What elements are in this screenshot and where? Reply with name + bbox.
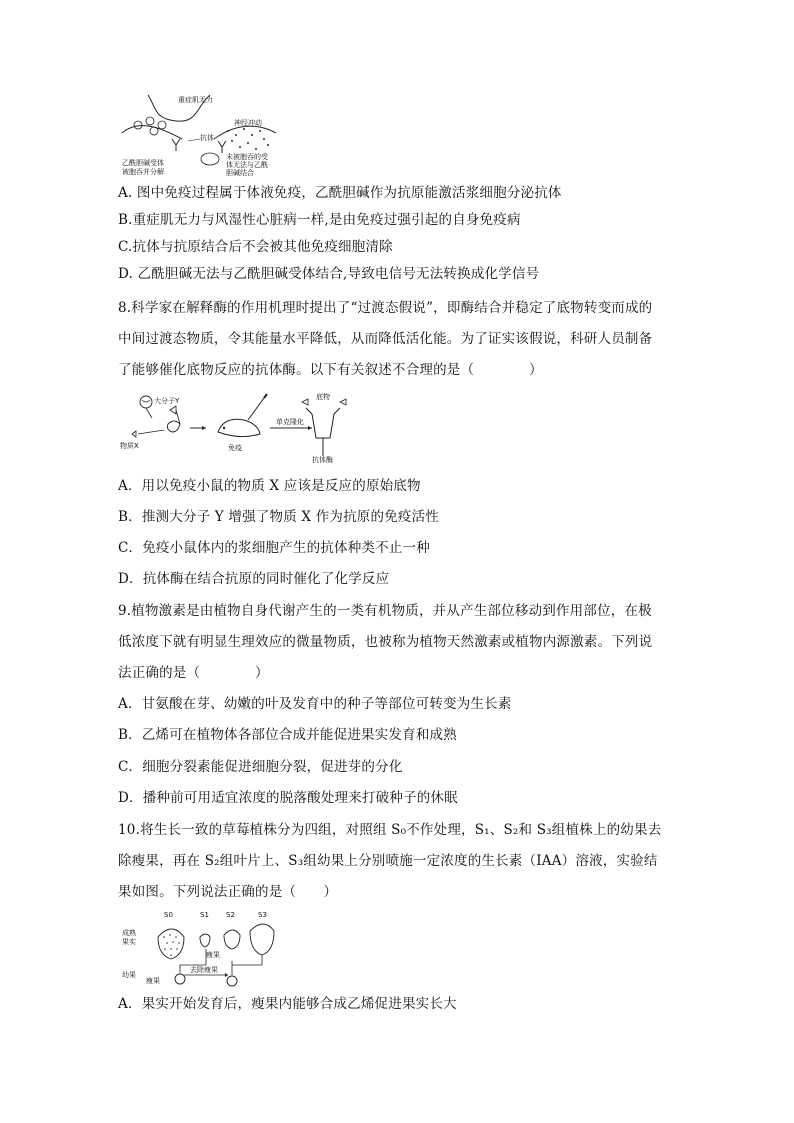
fig1-nerve: 神经冲动: [234, 119, 262, 127]
q10-option-a: A．果实开始发育后，瘦果内能够合成乙烯促进果实长大: [118, 996, 457, 1012]
fig3-achene-bottom: 瘦果: [146, 977, 160, 985]
fig3-mature-1: 成熟: [122, 929, 136, 937]
q9-option-a: A．甘氨酸在芽、幼嫩的叶及发育中的种子等部位可转变为生长素: [118, 696, 512, 712]
fig2-mono: 单克隆化: [276, 418, 304, 426]
fig3-young: 幼果: [122, 971, 136, 979]
fig1-right-note-1: 未被胞吞的受: [226, 153, 268, 161]
fig3-achene-top: 瘦果: [206, 951, 220, 959]
q8-stem-3: 了能够催化底物反应的抗体酶。以下有关叙述不合理的是（ ）: [118, 362, 543, 378]
q8-stem-1: 8.科学家在解释酶的作用机理时提出了“过渡态假说”，即酶结合并稳定了底物转变而成的: [118, 300, 653, 316]
fig1-left-note-2: 被胞吞并分解: [122, 168, 164, 176]
fig3-remove: 去除瘦果: [190, 966, 218, 974]
q8-stem-2: 中间过渡态物质，令其能量水平降低，从而降低活化能。为了证实该假说，科研人员制备: [118, 331, 653, 347]
myasthenia-figure: [118, 93, 278, 179]
q9-option-b: B．乙烯可在植物体各部位合成并能促进果实发育和成熟: [118, 727, 457, 743]
antibody-enzyme-figure: [118, 390, 348, 464]
fig2-enzyme: 抗体酶: [312, 456, 333, 464]
q8-option-a: A．用以免疫小鼠的物质 X 应该是反应的原始底物: [118, 478, 421, 494]
q9-stem-1: 9.植物激素是由植物自身代谢产生的一类有机物质，并从产生部位移动到作用部位，在极: [118, 603, 652, 619]
q9-option-d: D．播种前可用适宜浓度的脱落酸处理来打破种子的休眠: [118, 790, 458, 806]
q7-option-a: A. 图中免疫过程属于体液免疫，乙酰胆碱作为抗原能激活浆细胞分泌抗体: [118, 185, 562, 201]
q10-stem-3: 果如图。下列说法正确的是（ ）: [118, 884, 338, 900]
q9-stem-3: 法正确的是（ ）: [118, 665, 269, 681]
fig1-right-note-3: 胆碱结合: [226, 169, 254, 177]
q9-stem-2: 低浓度下就有明显生理效应的微量物质，也被称为植物天然激素或植物内源激素。下列说: [118, 634, 653, 650]
q8-option-c: C．免疫小鼠体内的浆细胞产生的抗体种类不止一种: [118, 540, 430, 556]
fig2-immunize: 免疫: [228, 444, 242, 452]
fig3-mature-2: 果实: [122, 938, 136, 946]
q9-option-c: C．细胞分裂素能促进细胞分裂，促进芽的分化: [118, 759, 403, 775]
fig2-macro-y: 大分子Y: [154, 397, 180, 405]
fig3-group-s3: S3: [258, 911, 267, 919]
strawberry-figure: [118, 909, 278, 991]
fig1-antibody: 抗体: [200, 134, 214, 142]
fig3-group-s1: S1: [200, 911, 209, 919]
fig2-substance-x: 物质X: [120, 442, 139, 450]
q7-option-d: D. 乙酰胆碱无法与乙酰胆碱受体结合,导致电信号无法转换成化学信号: [118, 266, 540, 282]
fig1-right-note-2: 体无法与乙酰: [226, 161, 268, 169]
q7-option-c: C.抗体与抗原结合后不会被其他免疫细胞清除: [118, 239, 393, 255]
fig3-group-s2: S2: [226, 911, 235, 919]
fig1-left-note-1: 乙酰胆碱受体: [122, 159, 164, 167]
q10-stem-2: 除瘦果，再在 S₂组叶片上、S₃组幼果上分别喷施一定浓度的生长素（IAA）溶液，实验结: [118, 853, 658, 869]
fig2-substrate: 底物: [316, 393, 330, 401]
q10-stem-1: 10.将生长一致的草莓植株分为四组，对照组 S₀不作处理，S₁、S₂和 S₃组植株上的幼果去: [118, 822, 662, 838]
q7-option-b: B.重症肌无力与风湿性心脏病一样,是由免疫过强引起的自身免疫病: [118, 212, 521, 228]
q8-option-b: B．推测大分子 Y 增强了物质 X 作为抗原的免疫活性: [118, 509, 440, 525]
fig3-group-s0: S0: [164, 911, 173, 919]
fig1-title: 重症肌无力: [178, 96, 213, 104]
q8-option-d: D．抗体酶在结合抗原的同时催化了化学反应: [118, 571, 390, 587]
